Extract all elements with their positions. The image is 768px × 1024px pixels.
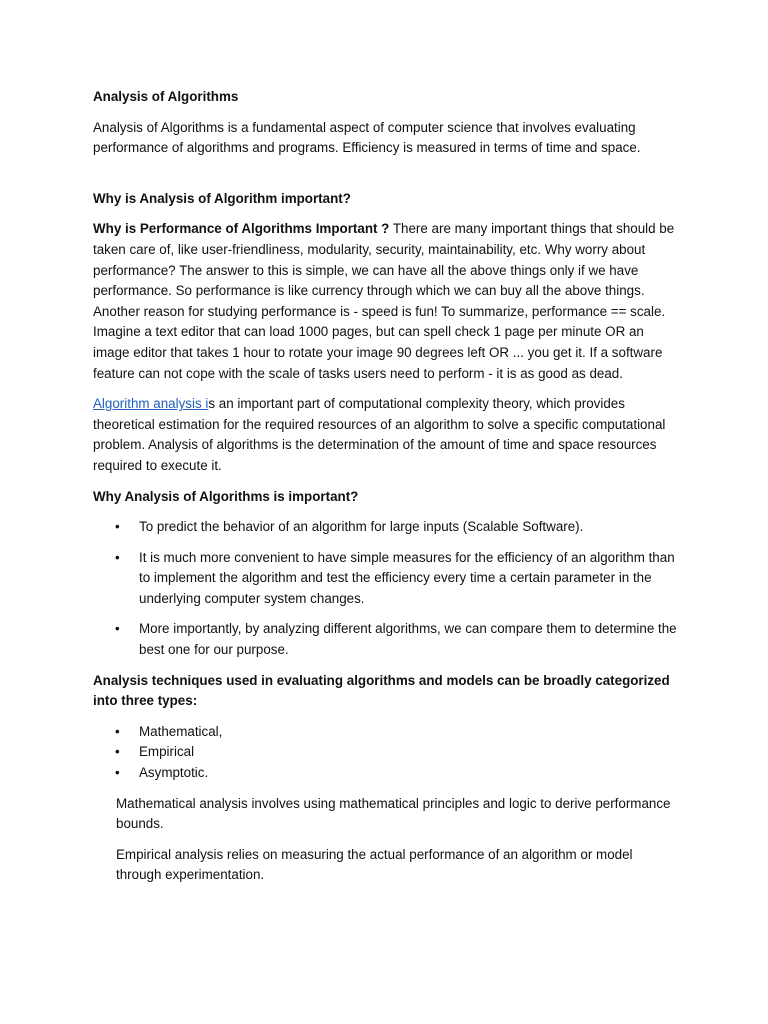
complexity-paragraph (93, 394, 678, 476)
heading-why-important: Why is Analysis of Algorithm important? (93, 190, 351, 206)
list-item: • More importantly, by analyzing different algorithms, we can compare them to determine the best one for our purpose. (93, 619, 678, 660)
heading-techniques: Analysis techniques used in evaluating algorithms and models can be broadly categorized into three types: (93, 672, 670, 709)
list-item: • Asymptotic. (93, 763, 678, 784)
why-list (93, 517, 678, 661)
techniques-list (93, 722, 678, 784)
list-item: • Mathematical, (93, 722, 678, 743)
list-item: • It is much more convenient to have simple measures for the efficiency of an algorithm than to implement the algorithm and test the efficiency every time a certain parameter in the underlying computer system changes. (93, 548, 678, 610)
document-title: Analysis of Algorithms (93, 89, 239, 104)
performance-body: There are many important things that should be taken care of, like user-friendliness, modularity, security, maintainability, etc. Why worry about performance? The answer to this is simple, we can have all the above things only if we have performance. So performance is like currency through which we can buy all the above things. Another reason for studying performance is - speed is fun! To summarize, performance == scale. Imagine a text editor that can load 1000 pages, but can spell check 1 page per minute OR an image editor that takes 1 hour to rotate your image 90 degrees left OR ... you get it. If a software feature can not cope with the scale of tasks users need to perform - it is as good as dead. (93, 221, 675, 381)
empirical-note: Empirical analysis relies on measuring the actual performance of an algorithm or model through experimentation. (116, 846, 633, 883)
mathematical-note: Mathematical analysis involves using mathematical principles and logic to derive performance bounds. (116, 795, 671, 832)
performance-paragraph (93, 219, 678, 384)
performance-lead: Why is Performance of Algorithms Important ? (93, 221, 390, 237)
list-item: • To predict the behavior of an algorithm for large inputs (Scalable Software). (93, 517, 678, 538)
intro-paragraph: Analysis of Algorithms is a fundamental aspect of computer science that involves evaluating performance of algorithms and programs. Efficiency is measured in terms of time and space. (93, 119, 641, 156)
complexity-body: s an important part of computational complexity theory, which provides theoretical estimation for the required resources of an algorithm to solve a specific computational problem. Analysis of algorithms is the determination of the amount of time and space resources required to execute it. (93, 396, 666, 473)
list-item: • Empirical (93, 742, 678, 763)
algorithm-analysis-link[interactable]: Algorithm analysis i (93, 396, 209, 412)
heading-why-analysis: Why Analysis of Algorithms is important? (93, 488, 359, 504)
